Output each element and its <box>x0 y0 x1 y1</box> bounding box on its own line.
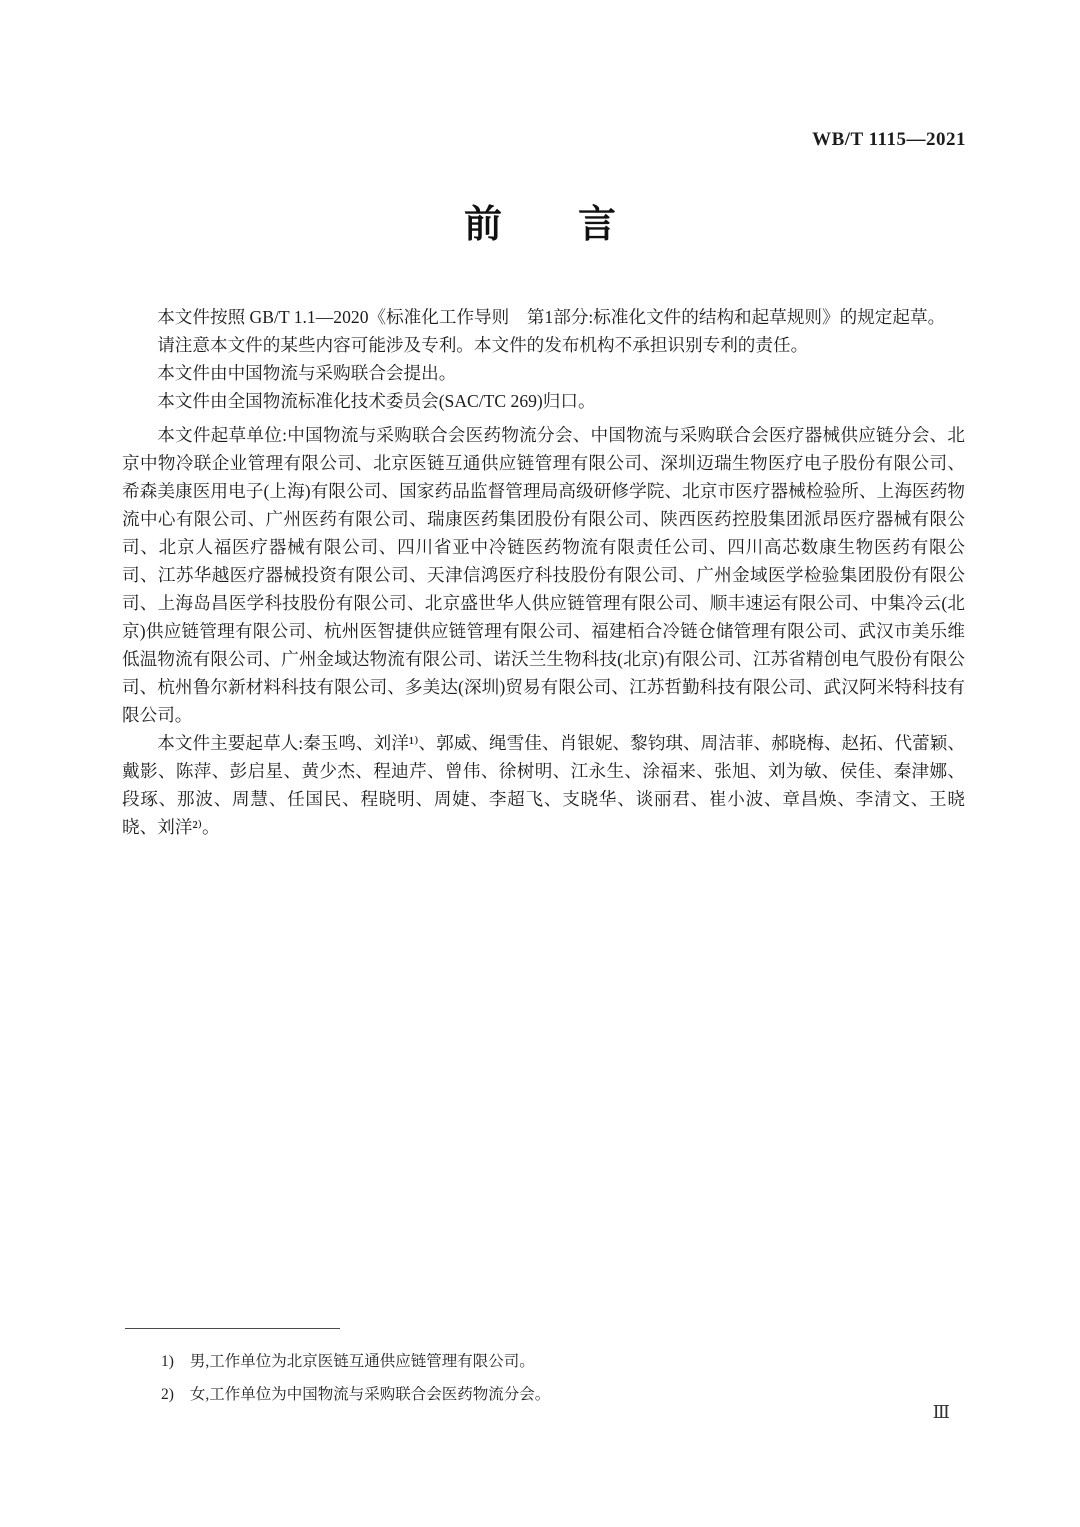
footnote-divider <box>125 1328 340 1329</box>
page-number: Ⅲ <box>932 1402 950 1422</box>
footnote-text: 男,工作单位为北京医链互通供应链管理有限公司。 <box>189 1353 535 1370</box>
paragraph-drafting-rules: 本文件按照 GB/T 1.1—2020《标准化工作导则 第1部分:标准化文件的结构和起草规则》的规定起草。 <box>157 307 946 327</box>
footnote-marker: 2) <box>161 1386 174 1403</box>
footnote-text: 女,工作单位为中国物流与采购联合会医药物流分会。 <box>189 1386 551 1403</box>
footnote-item <box>125 1345 885 1378</box>
document-code: WB/T 1115—2021 <box>812 129 966 150</box>
paragraph-centralized-by: 本文件由全国物流标准化技术委员会(SAC/TC 269)归口。 <box>157 391 596 411</box>
footnote-item <box>125 1378 885 1411</box>
paragraph-drafting-organizations: 本文件起草单位:中国物流与采购联合会医药物流分会、中国物流与采购联合会医疗器械供应链分会、北京中物冷联企业管理有限公司、北京医链互通供应链管理有限公司、深圳迈瑞生物医疗电子股份有限公司、希森美康医用电子(上海)有限公司、国家药品监督管理局高级研修学院、北京市医疗器械检验所、上海医药物流中心有限公司、广州医药有限公司、瑞康医药集团股份有限公司、陕西医药控股集团派昂医疗器械有限公司、北京人福医疗器械有限公司、四川省亚中冷链医药物流有限责任公司、四川高芯数康生物医药有限公司、江苏华越医疗器械投资有限公司、天津信鸿医疗科技股份有限公司、广州金域医学检验集团股份有限公司、上海岛昌医学科技股份有限公司、北京盛世华人供应链管理有限公司、顺丰速运有限公司、中集冷云(北京)供应链管理有限公司、杭州医智捷供应链管理有限公司、福建栢合冷链仓储管理有限公司、武汉市美乐维低温物流有限公司、广州金域达物流有限公司、诺沃兰生物科技(北京)有限公司、江苏省精创电气股份有限公司、杭州鲁尔新材料科技有限公司、多美达(深圳)贸易有限公司、江苏哲勤科技有限公司、武汉阿米特科技有限公司。 <box>122 425 965 725</box>
footnote-marker: 1) <box>161 1353 174 1370</box>
foreword-body <box>122 303 965 841</box>
page-title: 前 言 <box>463 204 616 246</box>
footnote-section <box>125 1328 885 1411</box>
paragraph-main-drafters: 本文件主要起草人:秦玉鸣、刘洋¹⁾、郭威、绳雪佳、肖银妮、黎钧琪、周洁菲、郝晓梅、赵拓、代蕾颖、戴影、陈萍、彭启星、黄少杰、程迪芹、曾伟、徐树明、江永生、涂福来、张旭、刘为敏、侯佳、秦津娜、段琢、那波、周慧、任国民、程晓明、周婕、李超飞、支晓华、谈丽君、崔小波、章昌焕、李清文、王晓晓、刘洋²⁾。 <box>122 733 965 837</box>
paragraph-patent-notice: 请注意本文件的某些内容可能涉及专利。本文件的发布机构不承担识别专利的责任。 <box>157 335 809 355</box>
paragraph-proposed-by: 本文件由中国物流与采购联合会提出。 <box>157 363 457 383</box>
